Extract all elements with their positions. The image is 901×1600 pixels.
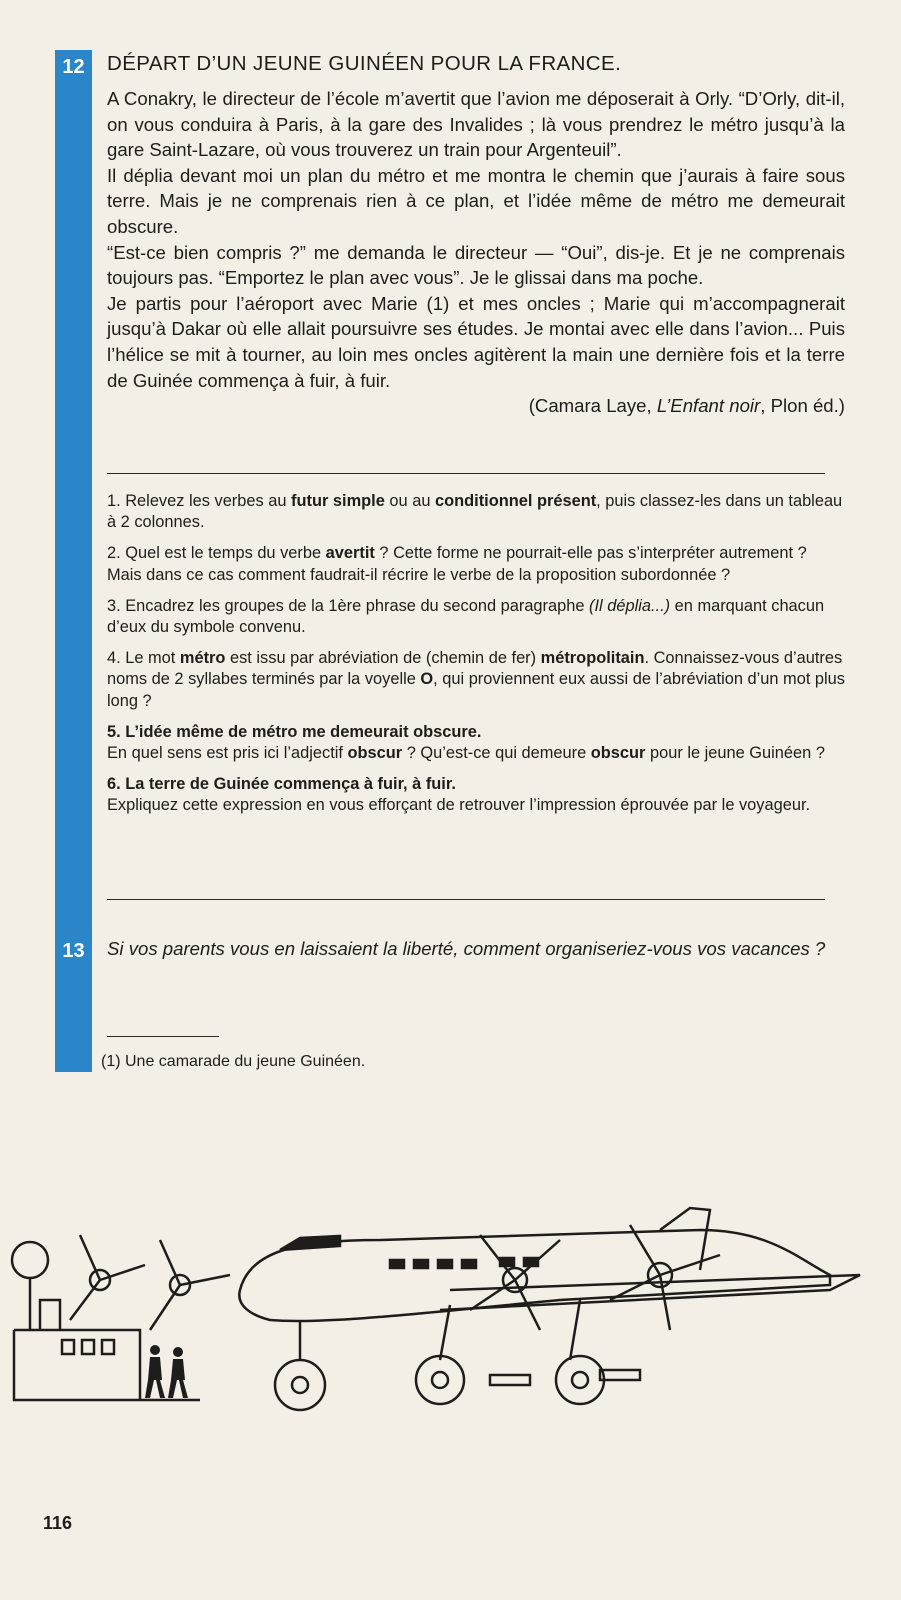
passage-paragraph: “Est-ce bien compris ?” me demanda le directeur — “Oui”, dis-je. Et je ne comprenais toujours pas. “Emportez le plan avec vous”. Je le glissai dans ma poche.: [107, 241, 845, 289]
passage-paragraph: A Conakry, le directeur de l’école m’avertit que l’avion me déposerait à Orly. “D’Orly, dit-il, on vous conduira à Paris, à la gare des Invalides ; là vous prendrez le métro jusqu’à la gare Saint-Lazare, où vous trouverez un train pour Argenteuil”.: [107, 88, 845, 161]
exercise-side-bar: [55, 50, 92, 1072]
section-divider: [107, 899, 825, 900]
section-divider: [107, 473, 825, 474]
question-5: 5. L’idée même de métro me demeurait obscure. En quel sens est pris ici l’adjectif obscur ? Qu’est-ce qui demeure obscur pour le jeune Guinéen ?: [107, 722, 825, 763]
exercise-13-prompt: Si vos parents vous en laissaient la liberté, comment organiseriez-vous vos vacances ?: [107, 938, 826, 959]
question-4: 4. Le mot métro est issu par abréviation de (chemin de fer) métropolitain. Connaissez-vous d’autres noms de 2 syllabes terminés par la voyelle O, qui proviennent eux aussi de l’abréviation d’un mot plus long ?: [107, 649, 845, 710]
airplane-illustration: [0, 1180, 901, 1440]
reading-passage: [107, 86, 845, 419]
page-number: 116: [43, 1513, 73, 1533]
footnote: (1) Une camarade du jeune Guinéen.: [101, 1053, 366, 1070]
questions-list: [107, 491, 845, 827]
citation-work-title: L’Enfant noir: [656, 395, 761, 417]
citation-author: (Camara Laye,: [528, 395, 657, 417]
question-2: 2. Quel est le temps du verbe avertit ? Cette forme ne pourrait-elle pas s’interpréter autrement ? Mais dans ce cas comment faudrait-il récrire le verbe de la proposition subordonnée ?: [107, 544, 807, 584]
citation-publisher: , Plon éd.): [760, 395, 845, 417]
passage-citation: [107, 393, 845, 419]
question-3: 3. Encadrez les groupes de la 1ère phrase du second paragraphe (Il déplia...) en marquant chacun d’eux du symbole convenu.: [107, 596, 825, 637]
footnote-rule: [107, 1036, 219, 1037]
passage-paragraph: Je partis pour l’aéroport avec Marie (1) et mes oncles ; Marie qui m’accompagnerait jusqu’à Dakar où elle allait poursuivre ses études. Je montai avec elle dans l’avion... Puis l’hélice se mit à tourner, au loin mes oncles agitèrent la main une dernière fois et la terre de Guinée commença à fuir, à fuir.: [107, 292, 845, 391]
exercise-title: DÉPART D’UN JEUNE GUINÉEN POUR LA FRANCE.: [107, 52, 622, 75]
question-6: 6. La terre de Guinée commença à fuir, à fuir. Expliquez cette expression en vous efforçant de retrouver l’impression éprouvée par le voyageur.: [107, 775, 811, 815]
question-1: 1. Relevez les verbes au futur simple ou au conditionnel présent, puis classez-les dans un tableau à 2 colonnes.: [107, 492, 843, 532]
passage-paragraph: Il déplia devant moi un plan du métro et me montra le chemin que j’aurais à faire sous terre. Mais je ne comprenais rien à ce plan, et l’idée même de métro me demeurait obscure.: [107, 164, 845, 237]
exercise-number-12: 12: [62, 56, 85, 78]
exercise-number-13: 13: [62, 940, 85, 962]
